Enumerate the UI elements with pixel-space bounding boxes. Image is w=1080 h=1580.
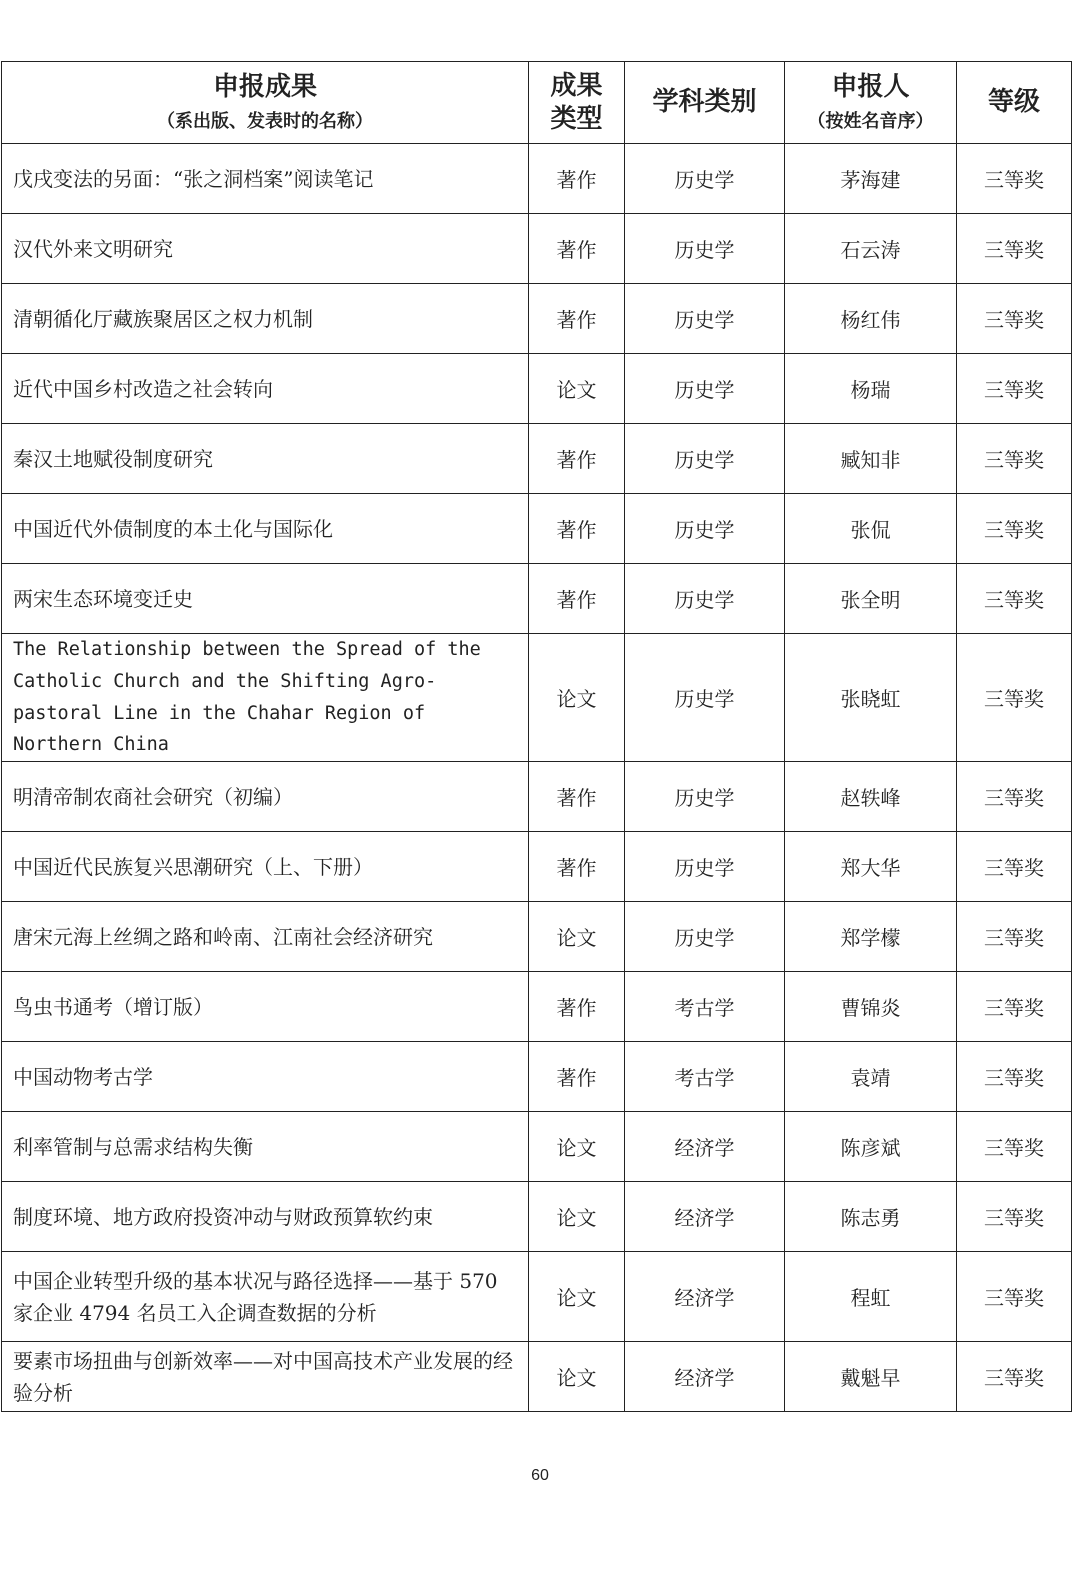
table-row [2,762,1072,832]
cell-applicant: 陈彦斌 [785,1112,957,1182]
cell-applicant: 赵轶峰 [785,762,957,832]
cell-title: 要素市场扭曲与创新效率——对中国高技术产业发展的经验分析 [2,1342,529,1412]
header-applicant-cell [785,62,957,144]
table-row [2,144,1072,214]
cell-grade: 三等奖 [957,1182,1072,1252]
cell-type: 著作 [529,494,625,564]
table-row [2,1112,1072,1182]
cell-type: 著作 [529,564,625,634]
cell-applicant: 石云涛 [785,214,957,284]
cell-grade: 三等奖 [957,564,1072,634]
cell-grade: 三等奖 [957,762,1072,832]
header-applicant-sub: （按姓名音序） [807,110,934,132]
table-row [2,634,1072,762]
table-row [2,972,1072,1042]
table-row [2,1042,1072,1112]
cell-grade: 三等奖 [957,1042,1072,1112]
cell-discipline: 历史学 [625,832,785,902]
cell-title: 中国企业转型升级的基本状况与路径选择——基于 570 家企业 4794 名员工入企调查数据的分析 [2,1252,529,1342]
cell-type: 著作 [529,762,625,832]
cell-discipline: 经济学 [625,1112,785,1182]
header-type-cell [529,62,625,144]
cell-applicant: 郑大华 [785,832,957,902]
cell-type: 著作 [529,284,625,354]
cell-applicant: 茅海建 [785,144,957,214]
cell-grade: 三等奖 [957,1342,1072,1412]
cell-title: 中国动物考古学 [2,1042,529,1112]
cell-applicant: 程虹 [785,1252,957,1342]
cell-title: 鸟虫书通考（增订版） [2,972,529,1042]
table-body [2,144,1072,1412]
header-grade: 等级 [987,87,1040,118]
cell-applicant: 张侃 [785,494,957,564]
cell-grade: 三等奖 [957,284,1072,354]
cell-discipline: 历史学 [625,564,785,634]
cell-applicant: 杨瑞 [785,354,957,424]
cell-type: 论文 [529,1342,625,1412]
cell-applicant: 郑学檬 [785,902,957,972]
cell-type: 论文 [529,902,625,972]
cell-type: 论文 [529,1112,625,1182]
cell-applicant: 张全明 [785,564,957,634]
cell-type: 著作 [529,144,625,214]
cell-type: 论文 [529,354,625,424]
header-discipline-cell [625,62,785,144]
cell-discipline: 历史学 [625,214,785,284]
cell-title: 中国近代外债制度的本土化与国际化 [2,494,529,564]
table-row [2,1342,1072,1412]
cell-title: 利率管制与总需求结构失衡 [2,1112,529,1182]
cell-type: 论文 [529,1182,625,1252]
cell-grade: 三等奖 [957,214,1072,284]
cell-type: 著作 [529,424,625,494]
cell-grade: 三等奖 [957,144,1072,214]
cell-discipline: 历史学 [625,284,785,354]
cell-discipline: 历史学 [625,634,785,762]
cell-grade: 三等奖 [957,972,1072,1042]
cell-grade: 三等奖 [957,494,1072,564]
cell-discipline: 考古学 [625,1042,785,1112]
table-row [2,1182,1072,1252]
table-row [2,1252,1072,1342]
header-grade-cell [957,62,1072,144]
cell-title: 戊戌变法的另面：“张之洞档案”阅读笔记 [2,144,529,214]
cell-title: The Relationship between the Spread of the Catholic Church and the Shifting Agro-pastoral Line in the Chahar Region of Northern China [2,634,529,762]
header-title-sub: （系出版、发表时的名称） [157,110,373,132]
cell-title: 近代中国乡村改造之社会转向 [2,354,529,424]
cell-type: 论文 [529,1252,625,1342]
cell-applicant: 张晓虹 [785,634,957,762]
cell-type: 著作 [529,972,625,1042]
page-number: 60 [531,1467,549,1484]
header-discipline: 学科类别 [652,87,757,118]
cell-applicant: 曹锦炎 [785,972,957,1042]
cell-type: 论文 [529,634,625,762]
cell-applicant: 袁靖 [785,1042,957,1112]
cell-title: 两宋生态环境变迁史 [2,564,529,634]
cell-grade: 三等奖 [957,1112,1072,1182]
table-row [2,354,1072,424]
table-row [2,214,1072,284]
table-row [2,494,1072,564]
table-row [2,832,1072,902]
cell-grade: 三等奖 [957,832,1072,902]
header-applicant-main: 申报人 [831,72,910,102]
awards-table [1,61,1072,1412]
header-title-main: 申报成果 [212,72,317,102]
cell-grade: 三等奖 [957,902,1072,972]
header-title-cell [2,62,529,144]
cell-applicant: 陈志勇 [785,1182,957,1252]
cell-type: 著作 [529,1042,625,1112]
cell-discipline: 经济学 [625,1252,785,1342]
table-row [2,284,1072,354]
cell-type: 著作 [529,214,625,284]
cell-grade: 三等奖 [957,424,1072,494]
cell-applicant: 杨红伟 [785,284,957,354]
header-row [2,62,1072,144]
table-row [2,902,1072,972]
cell-title: 秦汉土地赋役制度研究 [2,424,529,494]
cell-discipline: 历史学 [625,424,785,494]
cell-discipline: 历史学 [625,902,785,972]
cell-grade: 三等奖 [957,1252,1072,1342]
cell-title: 清朝循化厅藏族聚居区之权力机制 [2,284,529,354]
cell-applicant: 臧知非 [785,424,957,494]
cell-discipline: 历史学 [625,354,785,424]
cell-grade: 三等奖 [957,354,1072,424]
header-type-line2: 类型 [550,103,603,134]
cell-type: 著作 [529,832,625,902]
cell-discipline: 考古学 [625,972,785,1042]
header-type-line1: 成果 [550,71,603,101]
cell-discipline: 经济学 [625,1342,785,1412]
cell-title: 汉代外来文明研究 [2,214,529,284]
cell-grade: 三等奖 [957,634,1072,762]
cell-discipline: 历史学 [625,144,785,214]
cell-discipline: 历史学 [625,762,785,832]
cell-title: 明清帝制农商社会研究（初编） [2,762,529,832]
cell-discipline: 历史学 [625,494,785,564]
cell-title: 中国近代民族复兴思潮研究（上、下册） [2,832,529,902]
cell-applicant: 戴魁早 [785,1342,957,1412]
cell-title: 唐宋元海上丝绸之路和岭南、江南社会经济研究 [2,902,529,972]
cell-discipline: 经济学 [625,1182,785,1252]
table-row [2,424,1072,494]
cell-title: 制度环境、地方政府投资冲动与财政预算软约束 [2,1182,529,1252]
table-row [2,564,1072,634]
